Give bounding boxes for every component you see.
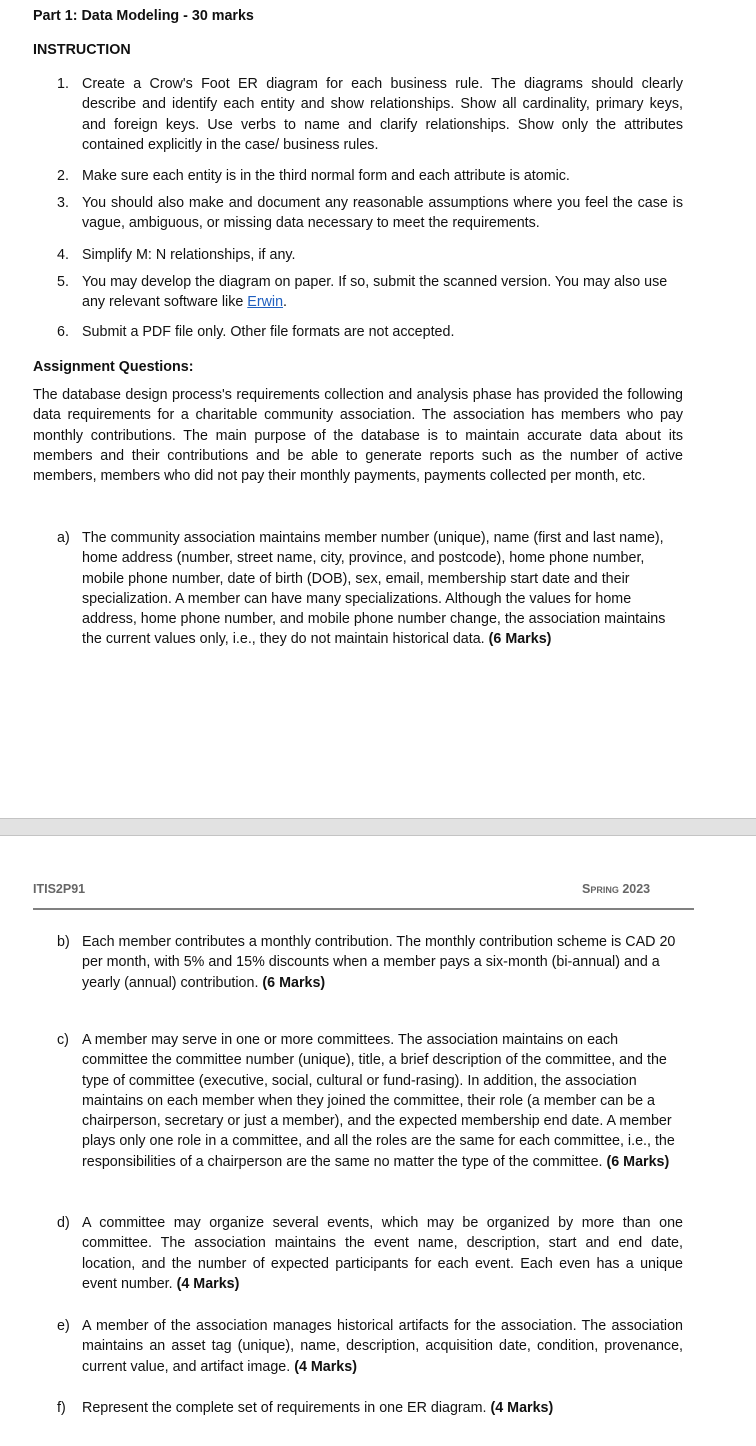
question-marks: (4 Marks): [176, 1275, 240, 1292]
question-text: Each member contributes a monthly contribution. The monthly contribution scheme is CAD 20 per month, with 5% and 15% discounts when a member pays a six-month (bi-annual) and a yearly (annual) contribution.: [82, 934, 676, 991]
question-c: [57, 1030, 683, 1172]
item-text: Create a Crow's Foot ER diagram for each business rule. The diagrams should clearly describe and identify each entity and show relationships. Show all cardinality, primary keys, and foreign keys. Use verbs to name and clarify relationships. Show only the attributes contained explicitly in the case/ business rules.: [82, 76, 683, 153]
instruction-item: [57, 272, 683, 313]
question-label: b): [57, 934, 70, 950]
item-number: 6.: [57, 324, 69, 340]
item-number: 2.: [57, 168, 69, 184]
item-text: You should also make and document any reasonable assumptions where you feel the case is vague, ambiguous, or missing data necessary to meet the requirements.: [82, 195, 683, 232]
question-text: A member may serve in one or more committees. The association maintains on each committee the committee number (unique), title, a brief description of the committee, and the type of committee (executive, social, cultural or fund-rasing). In addition, the association maintains on each member when they joined the committee, their role (a member can be a chairperson, secretary or just a member), and the expected membership end date. A member plays only one role in a committee, and all the roles are the same for each committee, i.e., the responsibilities of a chairperson are the same no matter the type of the committee.: [82, 1032, 675, 1170]
item-text-wrap: [82, 272, 683, 313]
question-marks: (6 Marks): [606, 1153, 670, 1170]
item-text: You may develop the diagram on paper. If so, submit the scanned version. You may also use any relevant software like: [82, 274, 668, 311]
page-title: Part 1: Data Modeling - 30 marks: [33, 8, 254, 24]
item-number: 1.: [57, 76, 69, 92]
item-number: 3.: [57, 195, 69, 211]
question-marks: (4 Marks): [490, 1400, 554, 1416]
question-f: [57, 1398, 683, 1418]
question-b: [57, 932, 683, 993]
question-label: c): [57, 1032, 69, 1048]
page-break: [0, 818, 756, 836]
question-e: [57, 1316, 683, 1377]
question-d: [57, 1213, 683, 1294]
question-marks: (6 Marks): [488, 631, 552, 648]
item-number: 5.: [57, 274, 69, 290]
question-label: a): [57, 530, 70, 546]
question-marks: (6 Marks): [262, 974, 326, 991]
question-text: Represent the complete set of requirements in one ER diagram.: [82, 1400, 487, 1416]
instruction-item: [57, 166, 683, 186]
question-a: [57, 528, 683, 650]
instruction-item: [57, 245, 683, 265]
question-text: The community association maintains member number (unique), name (first and last name), home address (number, street name, city, province, and postcode), home phone number, mobile phone number, date of birth (DOB), sex, email, membership start date and their specialization. A member can have many specializations. Although the values for home address, home phone number, and mobile phone number change, the association maintains the current values only, i.e., they do not maintain historical data.: [82, 530, 666, 648]
instruction-item: [57, 322, 683, 342]
course-code: ITIS2P91: [33, 882, 86, 896]
question-label: f): [57, 1400, 66, 1416]
header-rule: [33, 908, 694, 910]
term: Spring 2023: [582, 882, 651, 896]
erwin-link[interactable]: Erwin: [247, 294, 284, 311]
instruction-item: [57, 74, 683, 155]
instruction-heading: INSTRUCTION: [33, 42, 131, 58]
item-text-end: .: [283, 294, 288, 311]
item-number: 4.: [57, 247, 69, 263]
question-text: A member of the association manages historical artifacts for the association. The association maintains an asset tag (unique), name, description, acquisition date, condition, provenance, current value, and artifact image.: [82, 1318, 683, 1375]
assignment-heading: Assignment Questions:: [33, 359, 194, 375]
intro-paragraph: The database design process's requirements collection and analysis phase has provided the following data requirements for a charitable community association. The association has members who pay monthly contributions. The main purpose of the database is to maintain accurate data about its members and their contributions and be able to generate reports such as the number of active members, members who did not pay their monthly payments, payments collected per month, etc.: [33, 387, 683, 485]
question-marks: (4 Marks): [294, 1358, 357, 1375]
item-text: Simplify M: N relationships, if any.: [82, 247, 296, 263]
item-text: Make sure each entity is in the third normal form and each attribute is atomic.: [82, 168, 570, 184]
question-label: e): [57, 1318, 70, 1334]
question-label: d): [57, 1215, 70, 1231]
instruction-item: [57, 193, 683, 234]
item-text: Submit a PDF file only. Other file formats are not accepted.: [82, 324, 455, 340]
question-text: A committee may organize several events, which may be organized by more than one committee. The association maintains the event name, description, start and end date, location, and the number of expected participants for each event. Each even has a unique event number.: [82, 1215, 683, 1292]
